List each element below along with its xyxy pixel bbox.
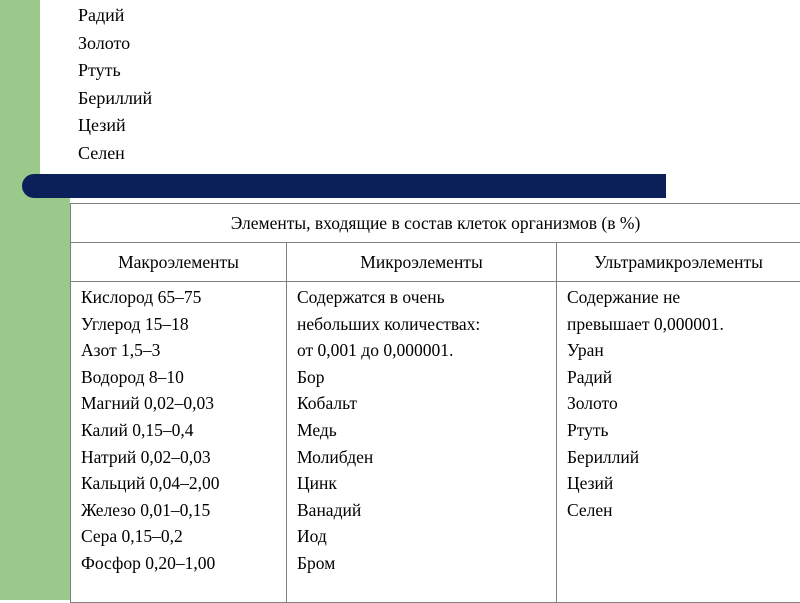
list-item: Азот 1,5–3 [81,337,280,364]
list-item: Цезий [567,470,794,497]
list-item: Золото [567,390,794,417]
list-item: Радий [567,364,794,391]
top-list-item: Золото [78,30,152,58]
navy-divider-bar [22,174,666,198]
list-item: Натрий 0,02–0,03 [81,444,280,471]
list-item: Содержатся в очень [297,284,550,311]
top-list-item: Ртуть [78,57,152,85]
top-list-item: Цезий [78,112,152,140]
list-item: Бром [297,550,550,577]
list-item: небольших количествах: [297,311,550,338]
header-ultra: Ультрамикроэлементы [557,243,800,282]
ultra-cell [557,282,800,603]
elements-table-container [70,203,800,600]
top-list-item: Радий [78,2,152,30]
list-item: Ртуть [567,417,794,444]
table-title-row [71,204,800,243]
list-item: от 0,001 до 0,000001. [297,337,550,364]
list-item: Кобальт [297,390,550,417]
list-item: Содержание не [567,284,794,311]
list-item: Иод [297,523,550,550]
list-item: Калий 0,15–0,4 [81,417,280,444]
list-item: Селен [567,497,794,524]
header-macro: Макроэлементы [71,243,287,282]
table-header-row [71,243,800,282]
list-item: превышает 0,000001. [567,311,794,338]
top-element-list [78,2,152,167]
macro-cell [71,282,287,603]
list-item: Фосфор 0,20–1,00 [81,550,280,577]
micro-cell [287,282,557,603]
list-item: Уран [567,337,794,364]
header-micro: Микроэлементы [287,243,557,282]
table-title: Элементы, входящие в состав клеток организмов (в %) [71,204,800,243]
list-item: Цинк [297,470,550,497]
list-item: Углерод 15–18 [81,311,280,338]
elements-table [70,203,800,603]
list-item: Бор [297,364,550,391]
list-item: Железо 0,01–0,15 [81,497,280,524]
list-item: Ванадий [297,497,550,524]
table-row [71,282,800,603]
top-list-item: Селен [78,140,152,168]
list-item: Магний 0,02–0,03 [81,390,280,417]
list-item: Водород 8–10 [81,364,280,391]
list-item: Молибден [297,444,550,471]
green-left-strip [0,188,70,600]
list-item: Сера 0,15–0,2 [81,523,280,550]
list-item: Кислород 65–75 [81,284,280,311]
top-list-item: Бериллий [78,85,152,113]
list-item: Кальций 0,04–2,00 [81,470,280,497]
list-item: Медь [297,417,550,444]
list-item: Бериллий [567,444,794,471]
